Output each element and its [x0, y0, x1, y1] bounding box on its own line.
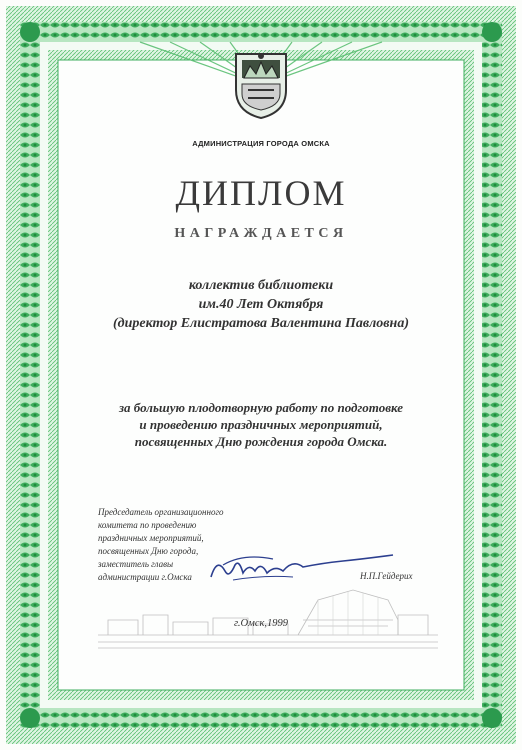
signatory-line-5: заместитель главы	[98, 559, 174, 569]
omsk-coat-of-arms-icon	[230, 46, 292, 120]
reason-line-3: посвященных Дню рождения города Омска.	[134, 434, 388, 449]
recipient-line-3: (директор Елистратова Валентина Павловна)	[113, 316, 409, 331]
place-date: г.Омск,1999	[233, 618, 289, 629]
reason-line-1: за большую плодотворную работу по подготовке	[118, 400, 404, 415]
organization-header: АДМИНИСТРАЦИЯ ГОРОДА ОМСКА	[192, 139, 330, 148]
signatory-line-3: праздничных мероприятий,	[98, 533, 204, 543]
recipient-line-2: им.40 Лет Октября	[198, 297, 324, 312]
signatory-line-1: Председатель организационного	[98, 507, 224, 517]
signatory-line-4: посвященных Дню города,	[98, 546, 199, 556]
reason-line-2: и проведению праздничных мероприятий,	[139, 417, 383, 432]
signatory-line-2: комитета по проведению	[98, 520, 197, 530]
handwritten-signature-icon	[203, 545, 403, 590]
signatory-line-6: администрации г.Омска	[98, 572, 192, 582]
diploma-title: ДИПЛОМ	[175, 173, 347, 213]
diploma-subtitle: НАГРАЖДАЕТСЯ	[174, 226, 348, 241]
signatory-name: Н.П.Гейдерих	[360, 571, 413, 581]
recipient-line-1: коллектив библиотеки	[188, 278, 334, 293]
